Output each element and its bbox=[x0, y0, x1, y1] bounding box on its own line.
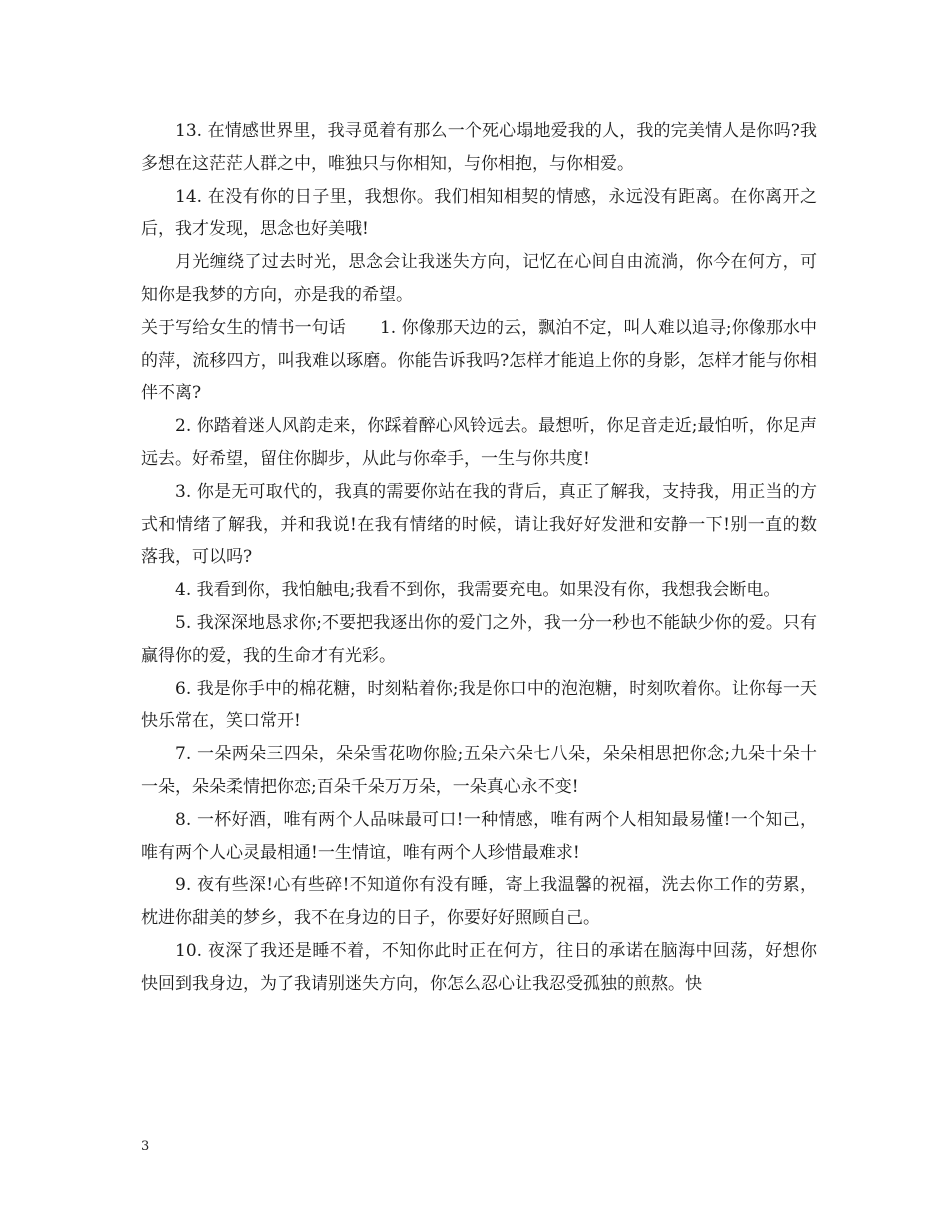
page-number: 3 bbox=[141, 1139, 150, 1154]
paragraph-8: 8. 一杯好酒，唯有两个人品味最可口!一种情感，唯有两个人相知最易懂!一个知己，唯有两个人心灵最相通!一生情谊，唯有两个人珍惜最难求! bbox=[141, 809, 817, 863]
paragraph-6: 6. 我是你手中的棉花糖，时刻粘着你;我是你口中的泡泡糖，时刻吹着你。让你每一天快乐常在，笑口常开! bbox=[141, 678, 817, 732]
paragraph-4: 4. 我看到你，我怕触电;我看不到你，我需要充电。如果没有你，我想我会断电。 bbox=[175, 580, 781, 601]
paragraph-5: 5. 我深深地恳求你;不要把我逐出你的爱门之外，我一分一秒也不能缺少你的爱。只有赢得你的爱，我的生命才有光彩。 bbox=[141, 612, 817, 666]
paragraph-7: 7. 一朵两朵三四朵，朵朵雪花吻你脸;五朵六朵七八朵，朵朵相思把你念;九朵十朵十一朵，朵朵柔情把你恋;百朵千朵万万朵，一朵真心永不变! bbox=[141, 744, 817, 797]
paragraph-14: 14. 在没有你的日子里，我想你。我们相知相契的情感，永远没有距离。在你离开之后，我才发现，思念也好美哦! bbox=[141, 186, 817, 240]
paragraph-9: 9. 夜有些深!心有些碎!不知道你有没有睡，寄上我温馨的祝福，洗去你工作的劳累，枕进你甜美的梦乡，我不在身边的日子，你要好好照顾自己。 bbox=[141, 875, 817, 929]
document-body bbox=[141, 115, 817, 1001]
paragraph-10: 10. 夜深了我还是睡不着，不知你此时正在何方，往日的承诺在脑海中回荡，好想你快回到我身边，为了我请别迷失方向，你怎么忍心让我忍受孤独的煎熬。快 bbox=[141, 940, 817, 994]
paragraph-13: 13. 在情感世界里，我寻觅着有那么一个死心塌地爱我的人，我的完美情人是你吗?我多想在这茫茫人群之中，唯独只与你相知，与你相抱，与你相爱。 bbox=[141, 121, 817, 174]
paragraph-3: 3. 你是无可取代的，我真的需要你站在我的背后，真正了解我，支持我，用正当的方式和情绪了解我，并和我说!在我有情绪的时候，请让我好好发泄和安静一下!别一直的数落我，可以吗? bbox=[141, 481, 817, 568]
paragraph-moonlight: 月光缠绕了过去时光，思念会让我迷失方向，记忆在心间自由流淌，你今在何方，可知你是我梦的方向，亦是我的希望。 bbox=[141, 252, 817, 305]
paragraph-section-heading-1: 关于写给女生的情书一句话 1. 你像那天边的云，飘泊不定，叫人难以追寻;你像那水中的萍，流移四方，叫我难以琢磨。你能告诉我吗?怎样才能追上你的身影，怎样才能与你相伴不离? bbox=[141, 317, 817, 404]
paragraph-2: 2. 你踏着迷人风韵走来，你踩着醉心风铃远去。最想听，你足音走近;最怕听，你足声远去。好希望，留住你脚步，从此与你牵手，一生与你共度! bbox=[141, 416, 817, 469]
